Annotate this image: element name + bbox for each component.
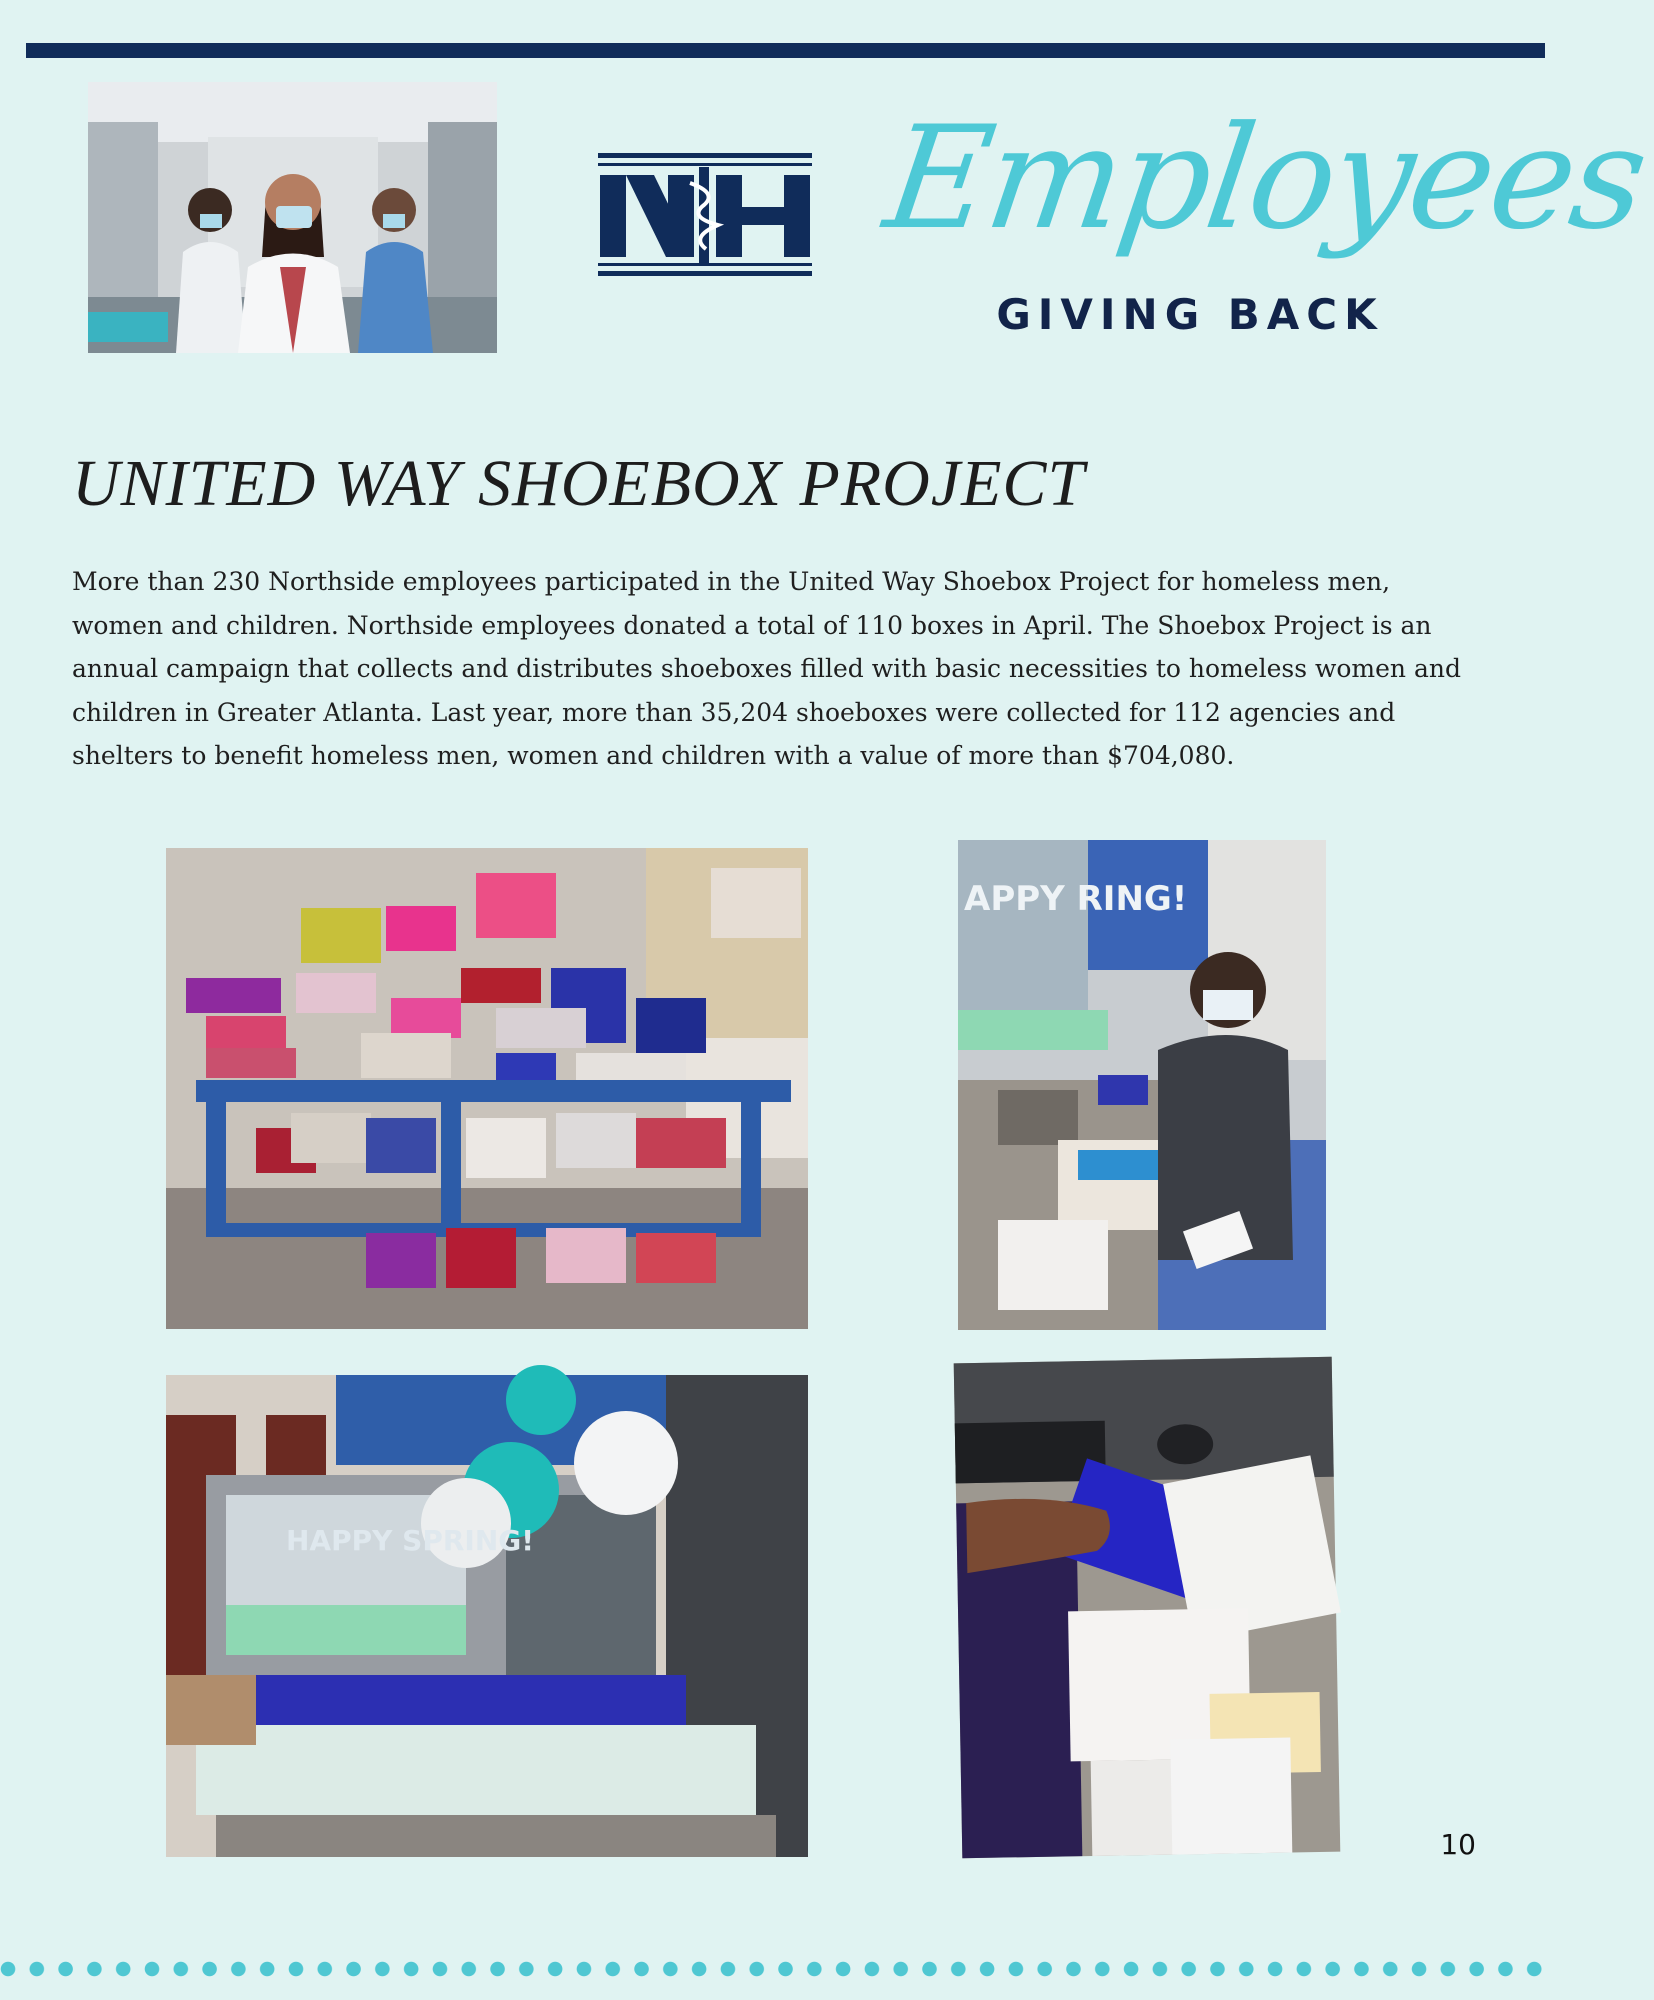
article-body: More than 230 Northside employees participated in the United Way Shoebox Project for homeless men, women and children. Northside employees donated a total of 110 boxes in April. The Shoebox Project is an annual campaign that collects and distributes shoeboxes filled with basic necessities to homeless women and children in Greater Atlanta. Last year, more than 35,204 shoeboxes were collected for 112 agencies and shelters to benefit homeless men, women and children with a value of more than $704,080. — [72, 567, 1461, 770]
subtitle: GIVING BACK — [996, 290, 1384, 339]
dotted-border — [0, 1961, 1545, 1977]
window-sign-text: APPY RING! — [964, 879, 1188, 919]
employee-packing-photo — [958, 840, 1326, 1330]
boxes-table-photo — [166, 1375, 808, 1857]
healthcare-workers-photo — [88, 82, 497, 353]
shoebox-cart-photo — [166, 848, 808, 1329]
article-heading: UNITED WAY SHOEBOX PROJECT — [72, 447, 1086, 520]
top-rule — [26, 43, 1545, 58]
wrapping-box-photo — [954, 1357, 1341, 1859]
window-sign-text: HAPPY SPRING! — [286, 1524, 535, 1557]
script-title: Employees — [876, 96, 1654, 261]
page-number: 10 — [1440, 1828, 1476, 1861]
nh-logo-icon — [598, 153, 812, 276]
